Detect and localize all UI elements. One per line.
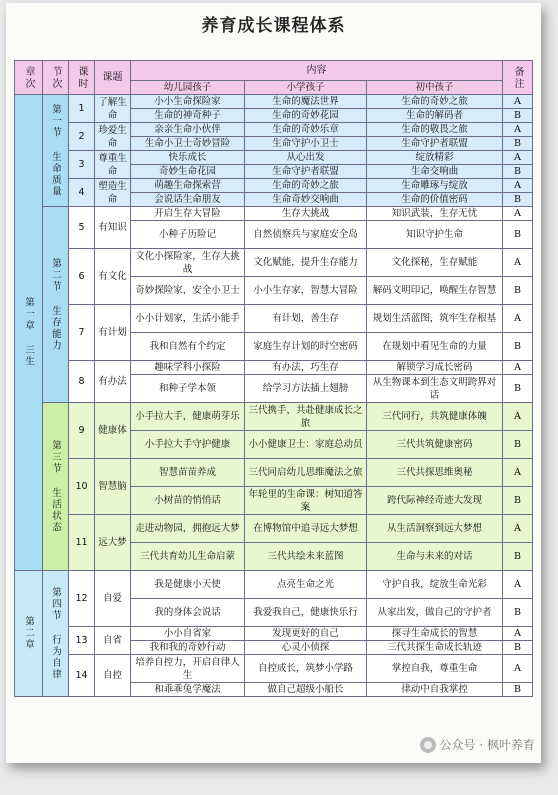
grade-cell: A: [503, 627, 533, 641]
middle-cell: 生命雕琢与绽放: [367, 179, 503, 193]
middle-cell: 生命的敬畏之旅: [367, 123, 503, 137]
middle-cell: 生命交响曲: [367, 165, 503, 179]
table-row: [15, 361, 533, 375]
grade-cell: B: [503, 221, 533, 249]
lesson-number: 1: [69, 95, 95, 123]
kindergarten-cell: 三代共育幼儿生命启蒙: [131, 543, 245, 571]
kindergarten-cell: 小小生命探险家: [131, 95, 245, 109]
kindergarten-cell: 亲亲生命小伙伴: [131, 123, 245, 137]
grade-cell: B: [503, 109, 533, 123]
header-note: 备注: [503, 61, 533, 95]
table-row: [15, 249, 533, 277]
middle-cell: 生命的解码者: [367, 109, 503, 123]
topic-cell: 自控: [95, 655, 131, 697]
grade-cell: B: [503, 543, 533, 571]
table-row: [15, 95, 533, 109]
kindergarten-cell: 快乐成长: [131, 151, 245, 165]
kindergarten-cell: 我和自然有个约定: [131, 333, 245, 361]
grade-cell: B: [503, 333, 533, 361]
lesson-number: 7: [69, 305, 95, 361]
primary-cell: 有计划，善生存: [245, 305, 367, 333]
lesson-number: 4: [69, 179, 95, 207]
primary-cell: 生命守护小卫士: [245, 137, 367, 151]
section-cell: 第二节 生存能力: [43, 207, 69, 403]
primary-cell: 三代同启幼儿思维魔法之旅: [245, 459, 367, 487]
kindergarten-cell: 走进动物园，拥抱远大梦: [131, 515, 245, 543]
middle-cell: 生命的价值密码: [367, 193, 503, 207]
kindergarten-cell: 和乖乖兔学魔法: [131, 683, 245, 697]
kindergarten-cell: 会说话生命朋友: [131, 193, 245, 207]
primary-cell: 从心出发: [245, 151, 367, 165]
lesson-number: 12: [69, 571, 95, 627]
lesson-number: 11: [69, 515, 95, 571]
table-row: [15, 179, 533, 193]
primary-cell: 我爱我自己，健康快乐行: [245, 599, 367, 627]
grade-cell: B: [503, 431, 533, 459]
middle-cell: 解码文明印记，唤醒生存智慧: [367, 277, 503, 305]
watermark-text: 公众号 · 枫叶养育: [439, 738, 535, 752]
primary-cell: 自然侦察兵与家庭安全岛: [245, 221, 367, 249]
kindergarten-cell: 培养自控力，开启自律人生: [131, 655, 245, 683]
kindergarten-cell: 我是健康小天使: [131, 571, 245, 599]
grade-cell: A: [503, 571, 533, 599]
primary-cell: 心灵小侦探: [245, 641, 367, 655]
primary-cell: 自控成长，筑梦小学路: [245, 655, 367, 683]
curriculum-table: [14, 60, 533, 697]
grade-cell: B: [503, 137, 533, 151]
grade-cell: A: [503, 305, 533, 333]
kindergarten-cell: 小树苗的悄悄话: [131, 487, 245, 515]
topic-cell: 有办法: [95, 361, 131, 403]
middle-cell: 生命守护者联盟: [367, 137, 503, 151]
middle-cell: 规划生活蓝图，筑牢生存根基: [367, 305, 503, 333]
primary-cell: 点亮生命之光: [245, 571, 367, 599]
grade-cell: A: [503, 95, 533, 109]
primary-cell: 小小健康卫士：家庭总动员: [245, 431, 367, 459]
section-cell: 第四节 行为自律: [43, 571, 69, 697]
grade-cell: B: [503, 277, 533, 305]
grade-cell: B: [503, 487, 533, 515]
grade-cell: B: [503, 375, 533, 403]
header-topic: 课题: [95, 61, 131, 95]
primary-cell: 有办法，巧生存: [245, 361, 367, 375]
grade-cell: A: [503, 151, 533, 165]
kindergarten-cell: 小手拉大手，健康萌芽乐: [131, 403, 245, 431]
header-section: 节次: [43, 61, 69, 95]
section-cell: 第三节 生活状态: [43, 403, 69, 571]
table-row: [15, 207, 533, 221]
middle-cell: 律动中自我掌控: [367, 683, 503, 697]
table-row: [15, 655, 533, 683]
lesson-number: 8: [69, 361, 95, 403]
grade-cell: A: [503, 249, 533, 277]
topic-cell: 自省: [95, 627, 131, 655]
kindergarten-cell: 我的身体会说话: [131, 599, 245, 627]
header-kindergarten: 幼儿园孩子: [131, 81, 245, 95]
lesson-number: 14: [69, 655, 95, 697]
grade-cell: A: [503, 515, 533, 543]
grade-cell: B: [503, 193, 533, 207]
grade-cell: B: [503, 641, 533, 655]
middle-cell: 从生物课本到生态文明跨界对话: [367, 375, 503, 403]
lesson-number: 6: [69, 249, 95, 305]
header-primary: 小学孩子: [245, 81, 367, 95]
middle-cell: 三代共筑健康密码: [367, 431, 503, 459]
table-row: [15, 627, 533, 641]
primary-cell: 在博物馆中追寻远大梦想: [245, 515, 367, 543]
primary-cell: 生命守护者联盟: [245, 165, 367, 179]
kindergarten-cell: 小手拉大手守护健康: [131, 431, 245, 459]
primary-cell: 做自己超级小船长: [245, 683, 367, 697]
topic-cell: 有计划: [95, 305, 131, 361]
grade-cell: B: [503, 599, 533, 627]
lesson-number: 9: [69, 403, 95, 459]
middle-cell: 生命的奇妙之旅: [367, 95, 503, 109]
topic-cell: 健康体: [95, 403, 131, 459]
kindergarten-cell: 文化小探险家，生存大挑战: [131, 249, 245, 277]
kindergarten-cell: 趣味学科小探险: [131, 361, 245, 375]
middle-cell: 文化探秘，生存赋能: [367, 249, 503, 277]
topic-cell: 有知识: [95, 207, 131, 249]
middle-cell: 跨代际神经奇迹大发现: [367, 487, 503, 515]
lesson-number: 5: [69, 207, 95, 249]
middle-cell: 解锁学习成长密码: [367, 361, 503, 375]
middle-cell: 生命与未来的对话: [367, 543, 503, 571]
header-lesson: 课时: [69, 61, 95, 95]
middle-cell: 三代共探思维奥秘: [367, 459, 503, 487]
document-sheet: [6, 3, 541, 763]
middle-cell: 从生活洞察到远大梦想: [367, 515, 503, 543]
table-row: [15, 403, 533, 431]
primary-cell: 生存大挑战: [245, 207, 367, 221]
primary-cell: 给学习方法插上翅膀: [245, 375, 367, 403]
primary-cell: 生命的奇妙花园: [245, 109, 367, 123]
primary-cell: 小小生存家，智慧大冒险: [245, 277, 367, 305]
grade-cell: A: [503, 123, 533, 137]
middle-cell: 掌控自我，尊重生命: [367, 655, 503, 683]
primary-cell: 生命奇妙交响曲: [245, 193, 367, 207]
primary-cell: 文化赋能，提升生存能力: [245, 249, 367, 277]
grade-cell: A: [503, 361, 533, 375]
kindergarten-cell: 小小自省家: [131, 627, 245, 641]
lesson-number: 10: [69, 459, 95, 515]
section-cell: 第一节 生命质量: [43, 95, 69, 207]
grade-cell: A: [503, 459, 533, 487]
topic-cell: 塑造生命: [95, 179, 131, 207]
header-chapter: 章次: [15, 61, 43, 95]
middle-cell: 从家出发，做自己的守护者: [367, 599, 503, 627]
middle-cell: 探寻生命成长的智慧: [367, 627, 503, 641]
kindergarten-cell: 生命小卫士奇妙冒险: [131, 137, 245, 151]
middle-cell: 守护自我，绽放生命光彩: [367, 571, 503, 599]
topic-cell: 有文化: [95, 249, 131, 305]
middle-cell: 在规划中看见生命的力量: [367, 333, 503, 361]
primary-cell: 生命的魔法世界: [245, 95, 367, 109]
primary-cell: 三代携手，共赴健康成长之旅: [245, 403, 367, 431]
header-content: 内容: [131, 61, 503, 81]
table-row: [15, 123, 533, 137]
table-row: [15, 305, 533, 333]
lesson-number: 3: [69, 151, 95, 179]
page-title: 养育成长课程体系: [201, 16, 346, 36]
primary-cell: 家庭生存计划的时空密码: [245, 333, 367, 361]
grade-cell: A: [503, 655, 533, 683]
primary-cell: 生命的奇妙之旅: [245, 179, 367, 193]
topic-cell: 珍爱生命: [95, 123, 131, 151]
primary-cell: 发现更好的自己: [245, 627, 367, 641]
grade-cell: A: [503, 179, 533, 193]
kindergarten-cell: 小种子历险记: [131, 221, 245, 249]
lesson-number: 2: [69, 123, 95, 151]
grade-cell: A: [503, 403, 533, 431]
primary-cell: 年轮里的生命课：树知道答案: [245, 487, 367, 515]
table-row: [15, 571, 533, 599]
watermark: [420, 736, 535, 753]
topic-cell: 尊重生命: [95, 151, 131, 179]
topic-cell: 自爱: [95, 571, 131, 627]
kindergarten-cell: 奇妙探险家，安全小卫士: [131, 277, 245, 305]
table-row: [15, 459, 533, 487]
grade-cell: B: [503, 683, 533, 697]
kindergarten-cell: 我和我的奇妙行动: [131, 641, 245, 655]
chapter-cell: 第二章: [15, 571, 43, 697]
topic-cell: 智慧脑: [95, 459, 131, 515]
primary-cell: 三代共绘未来蓝图: [245, 543, 367, 571]
header-middle: 初中孩子: [367, 81, 503, 95]
grade-cell: B: [503, 165, 533, 179]
middle-cell: 三代同行，共筑健康体魄: [367, 403, 503, 431]
middle-cell: 知识守护生命: [367, 221, 503, 249]
kindergarten-cell: 和种子学本领: [131, 375, 245, 403]
lesson-number: 13: [69, 627, 95, 655]
kindergarten-cell: 生命的神奇种子: [131, 109, 245, 123]
middle-cell: 绽放精彩: [367, 151, 503, 165]
middle-cell: 知识武装，生存无忧: [367, 207, 503, 221]
table-row: [15, 151, 533, 165]
kindergarten-cell: 开启生存大冒险: [131, 207, 245, 221]
wechat-icon: [420, 737, 436, 753]
topic-cell: 了解生命: [95, 95, 131, 123]
kindergarten-cell: 智慧苗苗养成: [131, 459, 245, 487]
primary-cell: 生命的奇妙乐章: [245, 123, 367, 137]
table-row: [15, 515, 533, 543]
middle-cell: 三代共探生命成长轨迹: [367, 641, 503, 655]
kindergarten-cell: 奇妙生命花园: [131, 165, 245, 179]
chapter-cell: 第一章 三生: [15, 95, 43, 571]
topic-cell: 远大梦: [95, 515, 131, 571]
grade-cell: A: [503, 207, 533, 221]
kindergarten-cell: 萌趣生命探索营: [131, 179, 245, 193]
kindergarten-cell: 小小计划家，生活小能手: [131, 305, 245, 333]
